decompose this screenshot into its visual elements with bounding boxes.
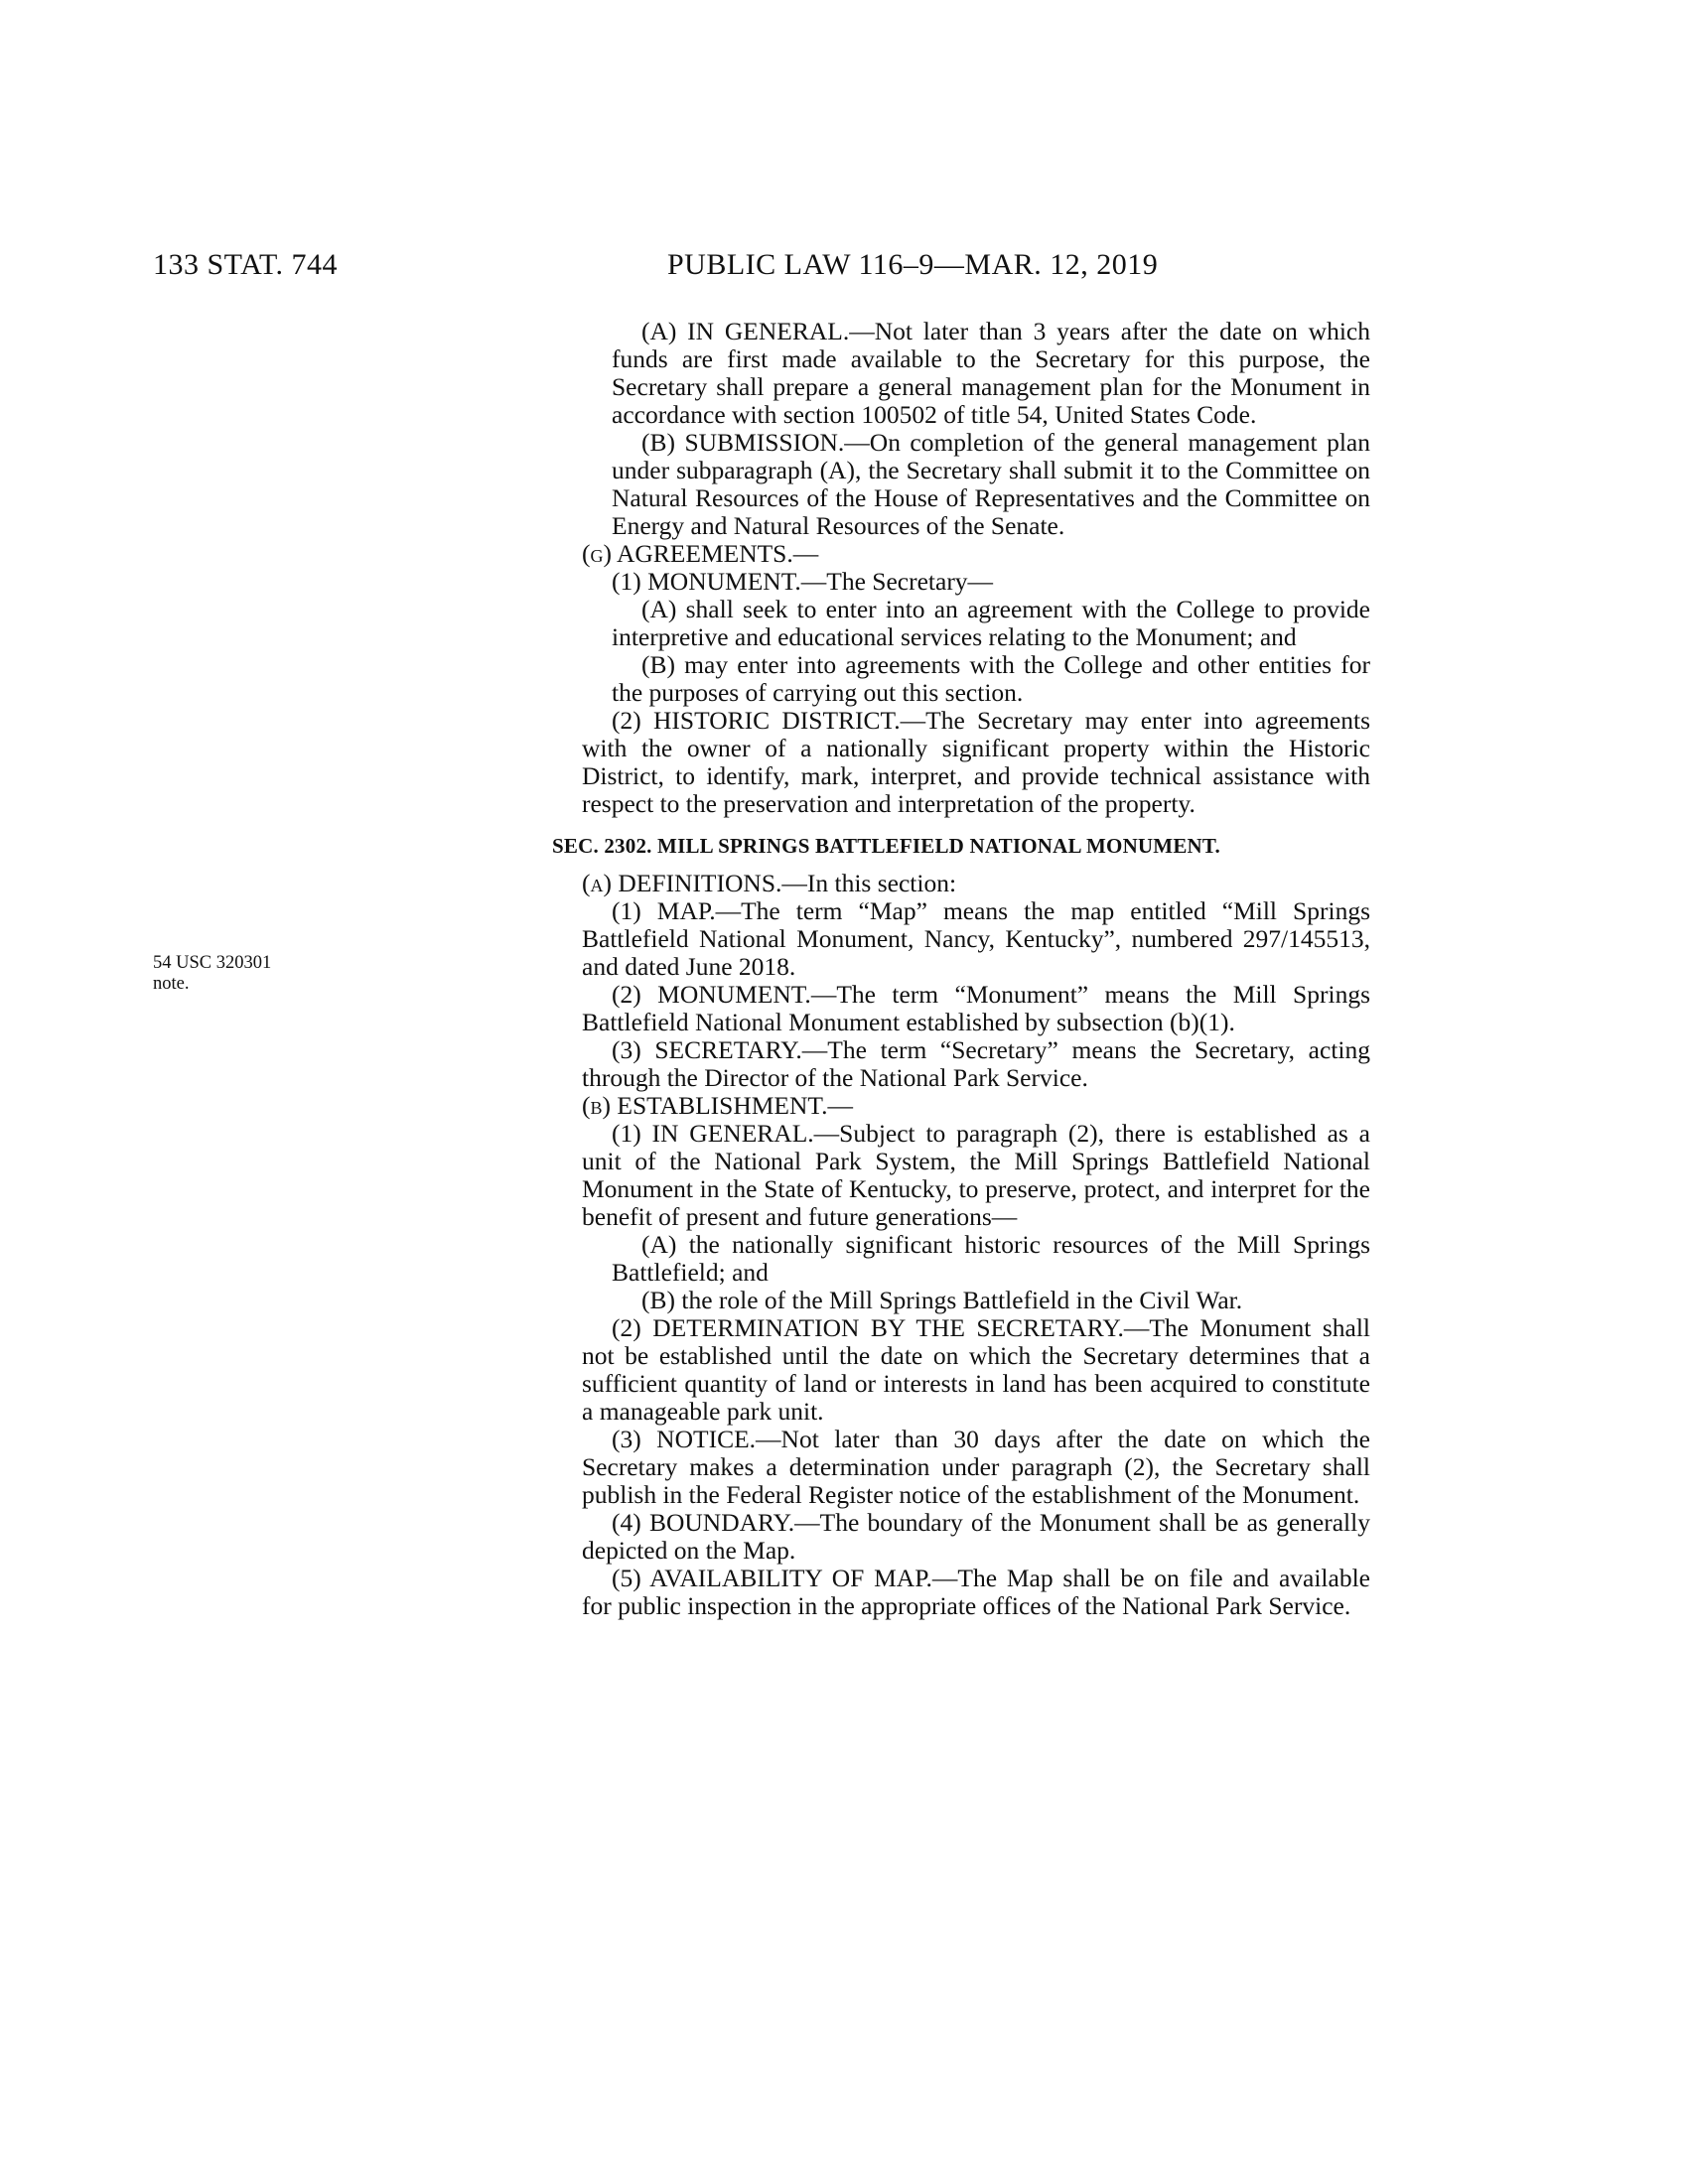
paragraph-text: —The term “Map” means the map entitled “Mill Springs Battlefield National Monument, Nancy, Kentucky”, numbered 297/145513, and dated June 2018. [582, 896, 1370, 981]
paragraph-a [552, 870, 1370, 897]
page-header [0, 248, 1688, 288]
subheading: (5) AVAILABILITY OF MAP. [612, 1564, 932, 1592]
paragraph-g-1-b: (B) may enter into agreements with the College and other entities for the purposes of carrying out this section. [612, 650, 1370, 707]
paragraph-text: —Not later than 30 days after the date on which the Secretary makes a determination under paragraph (2), the Secretary shall publish in the Federal Register notice of the establishment of the Monument. [582, 1425, 1370, 1509]
subheading: (1) IN GENERAL. [612, 1119, 814, 1148]
paragraph-b-1 [552, 1120, 1370, 1231]
paragraph-b-1-b: (B) the role of the Mill Springs Battlefield in the Civil War. [641, 1286, 1243, 1314]
paragraph-text: —The term “Monument” means the Mill Springs Battlefield National Monument established by subsection (b)(1). [582, 980, 1370, 1036]
subheading: (4) BOUNDARY. [612, 1508, 795, 1537]
paragraph-a-3 [552, 1036, 1370, 1092]
paragraph-b-1-a: (A) the nationally significant historic resources of the Mill Springs Battlefield; and [612, 1230, 1370, 1287]
paragraph-text: —The Secretary may enter into agreements with the owner of a nationally significant property within the Historic District, to identify, mark, interpret, and provide technical assistance with respect to the preservation and interpretation of the property. [582, 706, 1370, 818]
running-head-title: PUBLIC LAW 116–9—MAR. 12, 2019 [667, 248, 1159, 281]
paragraph-text: —The Map shall be on file and available for public inspection in the appropriate offices of the National Park Service. [582, 1564, 1370, 1620]
paragraph-b-4 [552, 1509, 1370, 1565]
paragraph-g [552, 540, 1370, 568]
paragraph-a-1 [552, 897, 1370, 981]
paragraph-text: —Subject to paragraph (2), there is established as a unit of the National Park System, the Mill Springs Battlefield National Monument in the State of Kentucky, to preserve, protect, and interpret for the benefit of present and future generations— [582, 1119, 1370, 1231]
paragraph-text: — [792, 539, 819, 568]
paragraph-a-2 [552, 981, 1370, 1036]
section-heading: SEC. 2302. MILL SPRINGS BATTLEFIELD NATIONAL MONUMENT. [552, 834, 1220, 858]
subheading: (A) IN GENERAL. [641, 317, 850, 345]
paragraph-f-a [552, 318, 1370, 429]
margin-note-suffix: note. [153, 974, 190, 994]
paragraph-text: —The boundary of the Monument shall be as generally depicted on the Map. [582, 1508, 1370, 1565]
stat-reference: 133 STAT. 744 [153, 248, 339, 281]
subheading: (2) MONUMENT. [612, 980, 811, 1009]
paragraph-text: — [827, 1091, 853, 1120]
subheading: (3) SECRETARY. [612, 1035, 802, 1064]
paragraph-f-b [552, 429, 1370, 540]
paragraph-text: —On completion of the general management plan under subparagraph (A), the Secretary shall submit it to the Committee on Natural Resources of the House of Representatives and the Committee on Energy and Natural Resources of the Senate. [612, 428, 1370, 540]
subheading: (a) DEFINITIONS. [582, 869, 782, 897]
paragraph-b-5 [552, 1565, 1370, 1620]
subheading: (B) SUBMISSION. [641, 428, 845, 457]
paragraph-g-1-a: (A) shall seek to enter into an agreement with the College to provide interpretive and educational services relating to the Monument; and [612, 595, 1370, 651]
subheading: (3) NOTICE. [612, 1425, 757, 1453]
paragraph-text: —Not later than 3 years after the date on which funds are first made available to the Secretary for this purpose, the Secretary shall prepare a general management plan for the Monument in accordance with section 100502 of title 54, United States Code. [612, 317, 1370, 429]
paragraph-b [552, 1092, 1370, 1120]
paragraph-text: —The Secretary— [800, 567, 994, 596]
paragraph-text: —The term “Secretary” means the Secretary, acting through the Director of the National Park Service. [582, 1035, 1370, 1092]
paragraph-g-2 [552, 707, 1370, 818]
subheading: (2) DETERMINATION BY THE SECRETARY. [612, 1313, 1124, 1342]
paragraph-b-2 [552, 1314, 1370, 1426]
margin-citation: 54 USC 320301 [153, 953, 272, 973]
subheading: (1) MONUMENT. [612, 567, 801, 596]
paragraph-b-3 [552, 1426, 1370, 1509]
paragraph-text: —In this section: [781, 869, 957, 897]
subheading: (g) AGREEMENTS. [582, 539, 793, 568]
subheading: (1) MAP. [612, 896, 716, 925]
subheading: (2) HISTORIC DISTRICT. [612, 706, 901, 735]
document-body [552, 318, 1370, 1620]
margin-note [153, 953, 302, 995]
paragraph-g-1 [552, 568, 1370, 596]
paragraph-text: —The Monument shall not be established until the date on which the Secretary determines that a sufficient quantity of land or interests in land has been acquired to constitute a manageable park unit. [582, 1313, 1371, 1426]
subheading: (b) ESTABLISHMENT. [582, 1091, 828, 1120]
